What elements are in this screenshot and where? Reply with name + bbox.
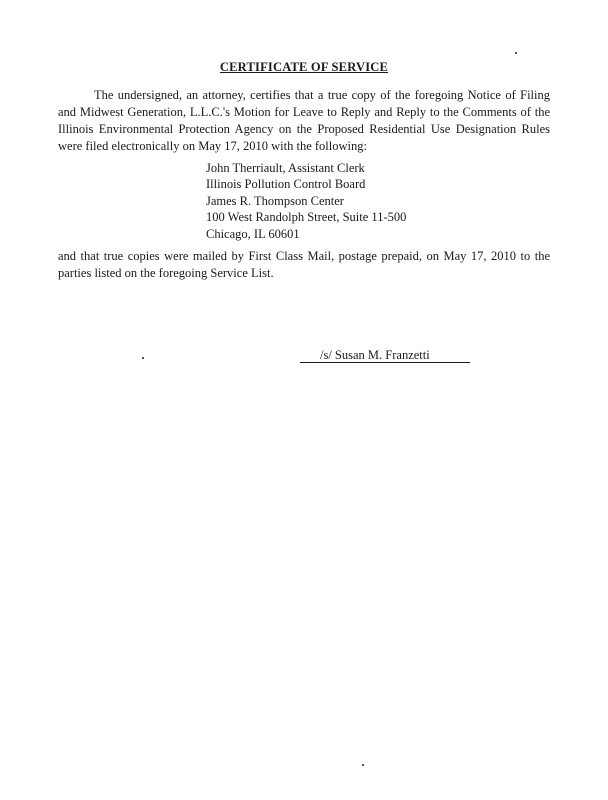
recipient-address-block xyxy=(206,160,406,242)
scan-speck xyxy=(362,764,364,766)
signature-line: /s/ Susan M. Franzetti xyxy=(300,348,470,363)
recipient-name: John Therriault, Assistant Clerk xyxy=(206,161,365,175)
document-title: CERTIFICATE OF SERVICE xyxy=(219,60,389,74)
certification-paragraph: The undersigned, an attorney, certifies that a true copy of the foregoing Notice of Filing and Midwest Generation, L.L.C.'s Motion for Leave to Reply and Reply to the Comments of the Illinois Environmental Protection Agency on the Proposed Residential Use Designation Rules were filed electronically on May 17, 2010 with the following: xyxy=(58,88,550,153)
scan-speck xyxy=(515,52,517,54)
mailing-paragraph: and that true copies were mailed by First Class Mail, postage prepaid, on May 17, 2010 to the parties listed on the foregoing Service List. xyxy=(58,249,550,280)
recipient-building: James R. Thompson Center xyxy=(206,193,344,208)
recipient-street: 100 West Randolph Street, Suite 11-500 xyxy=(206,210,407,225)
recipient-organization: Illinois Pollution Control Board xyxy=(206,177,366,192)
scan-speck xyxy=(142,357,144,359)
recipient-city: Chicago, IL 60601 xyxy=(206,226,300,241)
